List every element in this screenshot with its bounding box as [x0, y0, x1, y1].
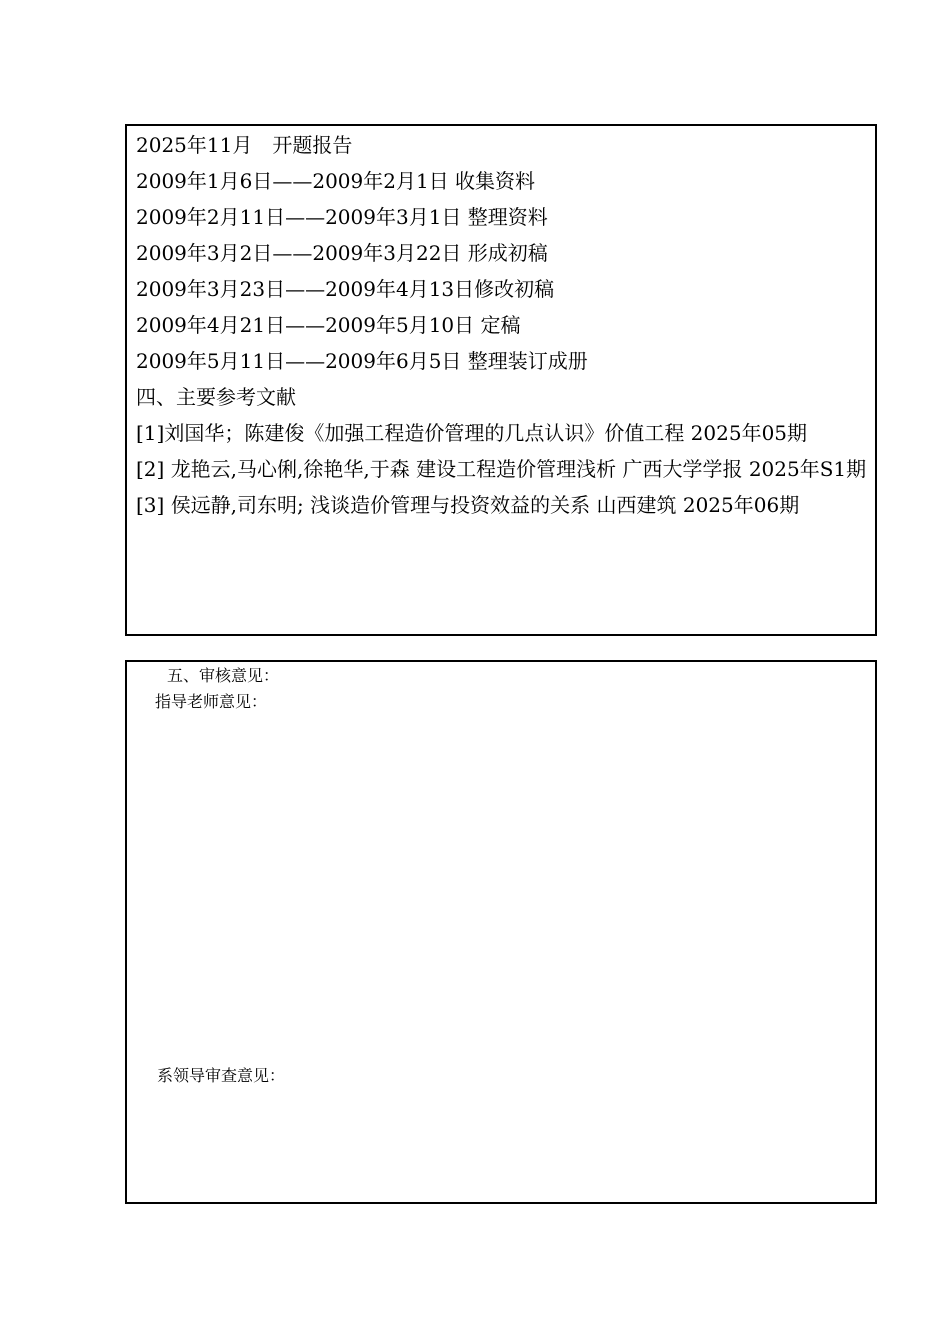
schedule-item: 2009年3月2日——2009年3月22日 形成初稿 — [136, 241, 548, 265]
schedule-item: 2009年3月23日——2009年4月13日修改初稿 — [136, 277, 555, 301]
schedule-item: 2009年5月11日——2009年6月5日 整理装订成册 — [136, 349, 588, 373]
schedule-references-box — [125, 124, 877, 636]
reference-item-1: [1]刘国华；陈建俊《加强工程造价管理的几点认识》价值工程 2025年05期 — [136, 421, 808, 445]
reference-item-2: [2] 龙艳云,马心俐,徐艳华,于森 建设工程造价管理浅析 广西大学学报 2025年S1期 — [136, 457, 867, 481]
schedule-content — [127, 126, 875, 523]
schedule-item: 2009年2月11日——2009年3月1日 整理资料 — [136, 205, 548, 229]
schedule-item: 2025年11月 开题报告 — [136, 133, 353, 157]
review-heading: 五、审核意见： — [167, 666, 280, 685]
references-heading: 四、主要参考文献 — [136, 385, 296, 409]
schedule-item: 2009年4月21日——2009年5月10日 定稿 — [136, 313, 521, 337]
schedule-item: 2009年1月6日——2009年2月1日 收集资料 — [136, 169, 536, 193]
reference-item-3: [3] 侯远静,司东明; 浅谈造价管理与投资效益的关系 山西建筑 2025年06期 — [136, 493, 800, 517]
dept-opinion-label: 系领导审查意见： — [157, 1066, 286, 1085]
advisor-opinion-label: 指导老师意见： — [155, 692, 268, 711]
review-box — [125, 660, 877, 1204]
